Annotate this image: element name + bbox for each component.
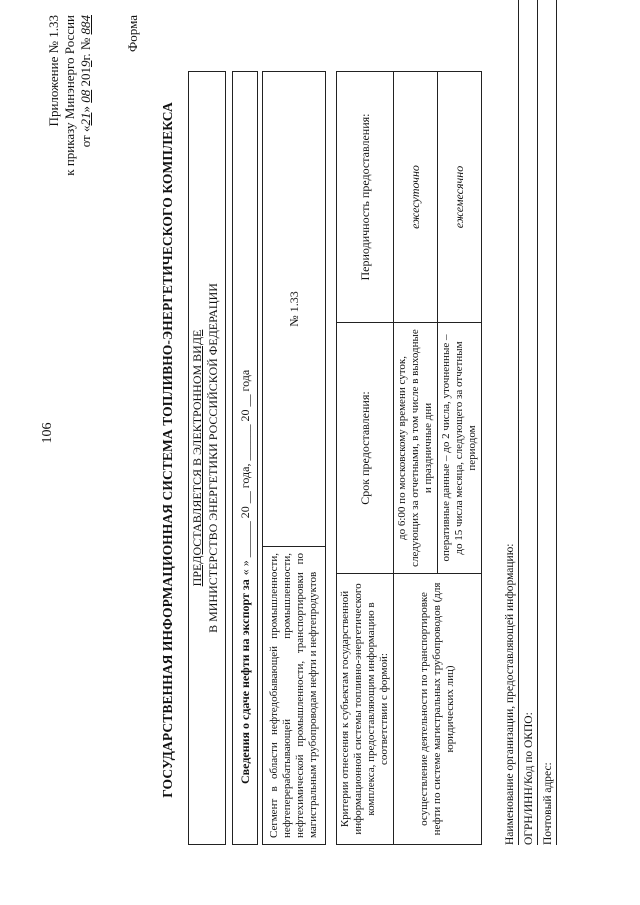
report-period-field: « » ______ 20 __ года, ______ 20 __ года [238,369,252,576]
criteria-table [336,71,482,845]
deadline-header: Срок предоставления: [337,323,394,574]
submission-line-2: В МИНИСТЕРСТВО ЭНЕРГЕТИКИ РОССИЙСКОЙ ФЕДЕРАЦИИ [206,283,220,633]
deadline-daily: до 6:00 по московскому времени суток, следующих за отчетными, в том числе в выходные и праздничные дни [394,323,438,574]
periodicity-monthly: ежемесячно [438,72,482,323]
org-ids-field[interactable]: ОГРН/ИНН/Код по ОКПО: [519,0,538,845]
order-month: 08 [78,89,93,103]
form-number: № 1.33 [263,72,326,547]
periodicity-header: Периодичность предоставления: [337,72,394,323]
segment-table [262,71,326,845]
order-day: 21 [78,112,93,126]
postal-address-field[interactable]: Почтовый адрес: [538,0,557,845]
criteria-header: Критерии отнесения к субъектам государственной информационной системы топливно-энергетического комплекса, предоставляющим информацию в соответствии с формой: [337,574,394,845]
report-period-box [232,71,258,845]
form-label: Форма [125,15,140,52]
appendix-line-3: от «21» 08 2019г. № 884 [78,15,93,148]
submission-box [188,71,226,845]
submission-line-1: ПРЕДОСТАВЛЯЕТСЯ В ЭЛЕКТРОННОМ ВИДЕ [190,329,204,587]
order-year-digit: 9 [78,60,93,68]
org-name-field[interactable]: Наименование организации, предоставляющей информацию: [500,0,519,845]
appendix-line-2: к приказу Минэнерго России [62,15,77,176]
table-header-row [337,72,394,845]
table-row [394,72,438,845]
order-number: 884 [78,15,93,35]
deadline-monthly: оперативные данные – до 2 числа, уточненные – до 15 числа месяца, следующего за отчетным периодом [438,323,482,574]
page-title: ГОСУДАРСТВЕННАЯ ИНФОРМАЦИОННАЯ СИСТЕМА ТОПЛИВНО-ЭНЕРГЕТИЧЕСКОГО КОМПЛЕКСА [160,102,175,798]
page-number: 106 [40,422,55,444]
activity-criterion: осуществление деятельности по транспортировке нефти по системе магистральных трубопроводов (для юридических лиц) [394,574,482,845]
appendix-reference [46,15,94,265]
report-caption: Сведения о сдаче нефти на экспорт за [238,579,252,784]
organization-info [500,0,557,845]
segment-description: Сегмент в области нефтедобывающей промышленности, нефтеперерабатывающей промышленности, нефтехимической промышленности, транспортировки по магистральным трубопроводам нефти и нефтепродуктов [263,547,326,845]
periodicity-daily: ежесуточно [394,72,438,323]
appendix-line-1: Приложение № 1.33 [46,15,61,127]
